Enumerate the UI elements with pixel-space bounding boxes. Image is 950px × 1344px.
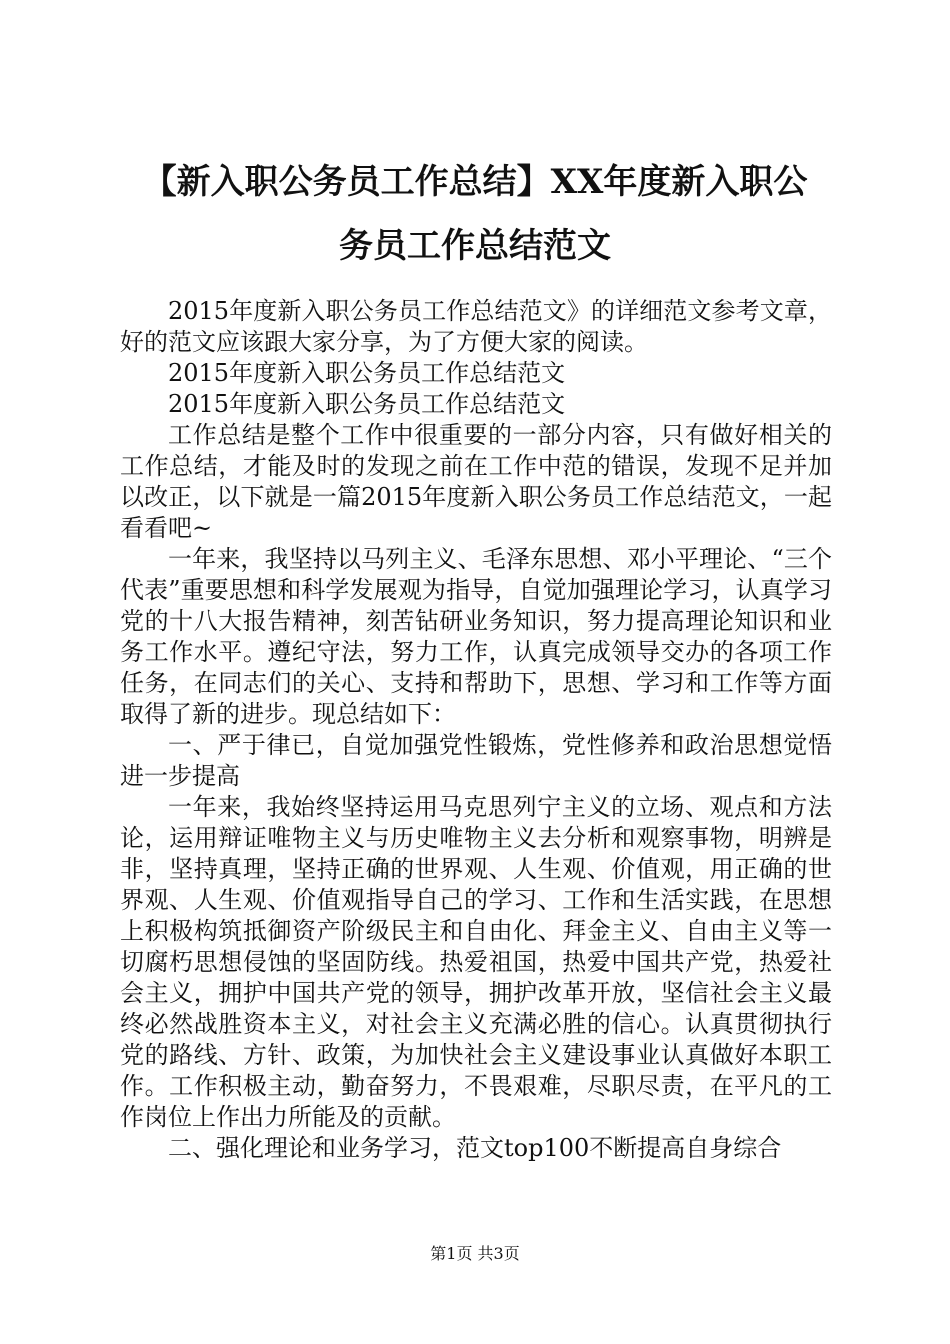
- paragraph-section-1-body: 一年来，我始终坚持运用马克思列宁主义的立场、观点和方法论，运用辩证唯物主义与历史唯物主义去分析和观察事物，明辨是非，坚持真理，坚持正确的世界观、人生观、价值观，用正确的世界观、人生观、价值观指导自己的学习、工作和生活实践，在思想上积极构筑抵御资产阶级民主和自由化、拜金主义、自由主义等一切腐朽思想侵蚀的坚固防线。热爱祖国，热爱中国共产党，热爱社会主义，拥护中国共产党的领导，拥护改革开放，坚信社会主义最终必然战胜资本主义，对社会主义充满必胜的信心。认真贯彻执行党的路线、方针、政策，为加快社会主义建设事业认真做好本职工作。工作积极主动，勤奋努力，不畏艰难，尽职尽责，在平凡的工作岗位上作出力所能及的贡献。: [120, 793, 832, 1131]
- paragraph-subtitle-1: 2015年度新入职公务员工作总结范文: [168, 359, 566, 387]
- page-number-footer: 第1页 共3页: [430, 1244, 520, 1263]
- paragraph-section-1-heading: 一、严于律已，自觉加强党性锻炼，党性修养和政治思想觉悟进一步提高: [120, 731, 832, 790]
- paragraph-summary-importance: 工作总结是整个工作中很重要的一部分内容，只有做好相关的工作总结，才能及时的发现之前在工作中范的错误，发现不足并加以改正，以下就是一篇2015年度新入职公务员工作总结范文，一起看看吧~: [120, 421, 832, 542]
- title-line-1: 【新入职公务员工作总结】XX年度新入职公: [142, 162, 808, 202]
- title-line-2: 务员工作总结范文: [339, 226, 611, 266]
- paragraph-subtitle-2: 2015年度新入职公务员工作总结范文: [168, 390, 566, 418]
- document-title: [100, 150, 850, 278]
- paragraph-intro: 2015年度新入职公务员工作总结范文》的详细范文参考文章，好的范文应该跟大家分享，为了方便大家的阅读。: [120, 297, 832, 356]
- paragraph-section-2-heading: 二、强化理论和业务学习，范文top100不断提高自身综合: [168, 1134, 782, 1162]
- paragraph-year-overview: 一年来，我坚持以马列主义、毛泽东思想、邓小平理论、“三个代表”重要思想和科学发展观为指导，自觉加强理论学习，认真学习党的十八大报告精神，刻苦钻研业务知识，努力提高理论知识和业务工作水平。遵纪守法，努力工作，认真完成领导交办的各项工作任务，在同志们的关心、支持和帮助下，思想、学习和工作等方面取得了新的进步。现总结如下：: [120, 545, 832, 728]
- document-body: [120, 296, 832, 1164]
